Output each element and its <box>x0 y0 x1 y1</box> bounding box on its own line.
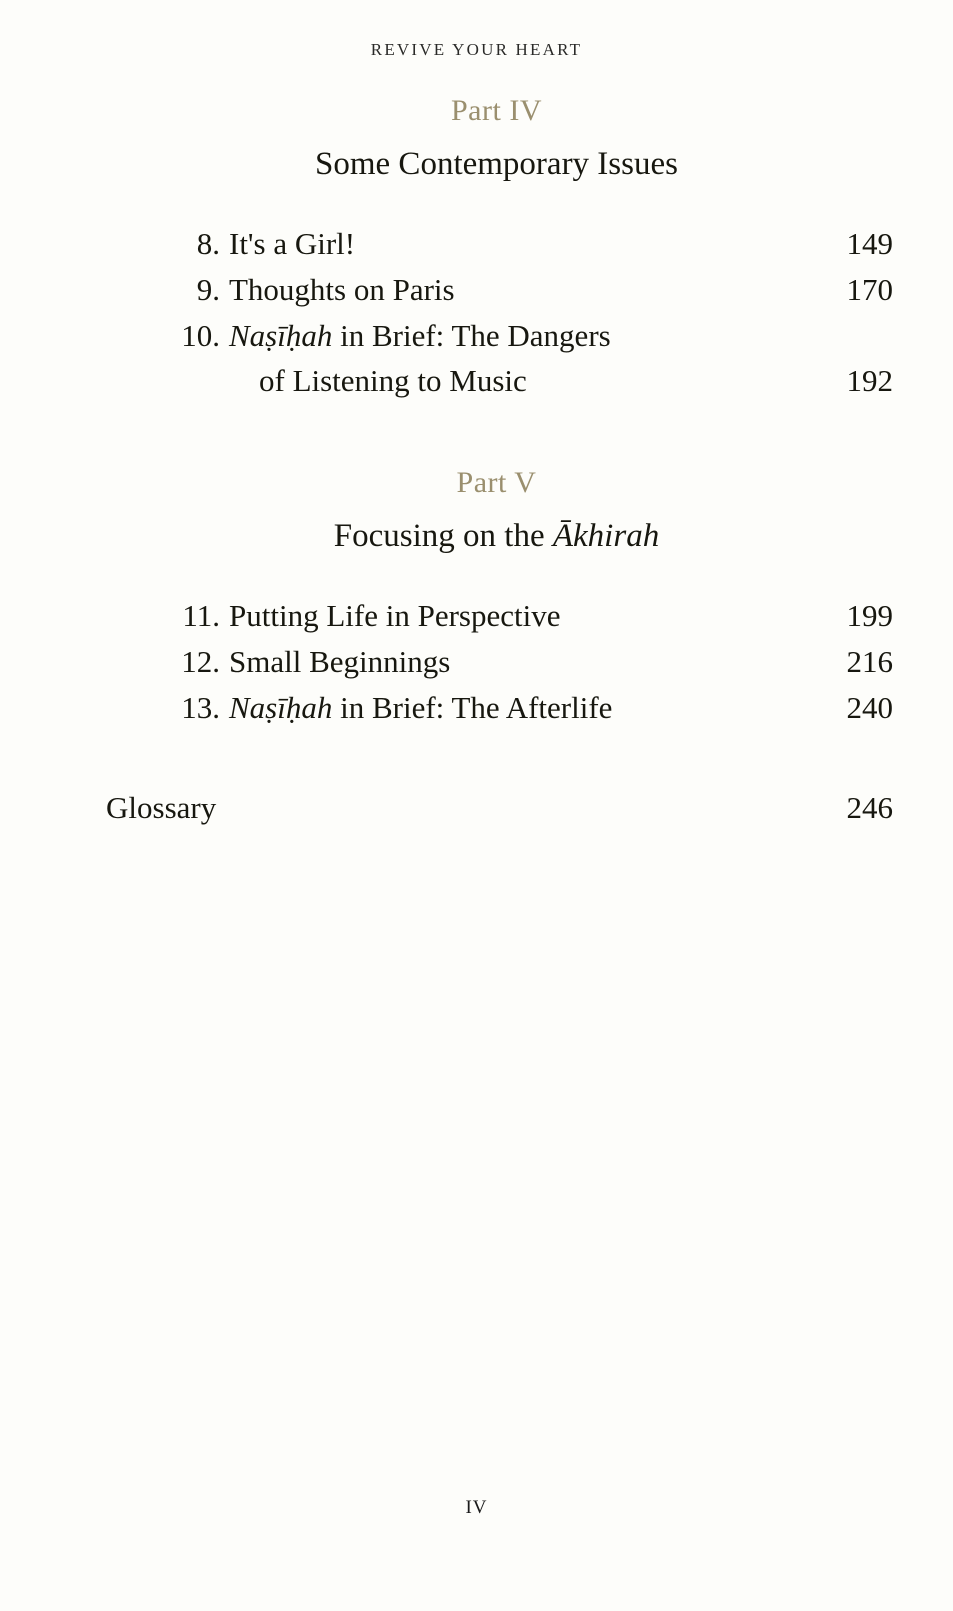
part-label-5: Part V <box>456 466 537 500</box>
toc-entry[interactable] <box>100 267 893 313</box>
toc-entry-page: 199 <box>846 598 893 633</box>
part-title-italic: Ākhirah <box>552 517 660 554</box>
running-head: REVIVE YOUR HEART <box>370 40 583 59</box>
toc-entry-page: 170 <box>846 271 893 307</box>
part-heading-4 <box>100 92 893 185</box>
toc-entry[interactable] <box>100 593 893 639</box>
toc-entry-page: 216 <box>846 643 893 679</box>
toc-entry-title <box>229 685 823 731</box>
toc-entry-number: 9. <box>196 271 220 307</box>
toc-entry-page: 149 <box>846 225 893 261</box>
toc-entry-page: 240 <box>846 689 893 725</box>
part-title-5 <box>100 516 893 557</box>
part-title-prefix: Focusing on the <box>333 517 553 554</box>
glossary-label: Glossary <box>106 789 217 825</box>
toc-entry[interactable] <box>100 639 893 685</box>
toc-entry-title-rest: in Brief: The Afterlife <box>332 689 613 725</box>
part-label-4: Part IV <box>451 94 542 127</box>
toc-entry-title-rest: in Brief: The Dangers <box>332 317 611 353</box>
toc-entry-title-italic: Naṣīḥah <box>229 689 333 725</box>
toc-entry-number: 8. <box>196 225 220 261</box>
part-heading-5 <box>100 464 893 557</box>
toc-entry-title: Small Beginnings <box>229 643 451 679</box>
toc-entry-title-italic: Naṣīḥah <box>229 317 333 353</box>
toc-entry[interactable] <box>100 313 893 359</box>
toc-entry-glossary[interactable] <box>100 785 893 831</box>
toc-entry-continuation[interactable] <box>100 358 893 404</box>
toc-entry-number: 12. <box>181 643 220 679</box>
toc-entry-page: 192 <box>846 363 893 399</box>
toc-entry-number: 13. <box>181 689 220 725</box>
glossary-page: 246 <box>846 789 893 825</box>
toc-content <box>100 92 893 831</box>
toc-entry-continuation-text: of Listening to Music <box>259 363 527 399</box>
section-spacer <box>100 404 893 464</box>
toc-entry-title: Thoughts on Paris <box>229 271 455 307</box>
part-title-4: Some Contemporary Issues <box>315 145 678 182</box>
page-folio: IV <box>465 1497 488 1518</box>
toc-list-part-4 <box>100 221 893 405</box>
toc-entry[interactable] <box>100 685 893 731</box>
toc-entry-title <box>229 313 823 359</box>
toc-entry-number: 11. <box>182 598 220 633</box>
toc-entry-number: 10. <box>181 317 220 353</box>
toc-entry-title: Putting Life in Perspective <box>229 598 561 633</box>
toc-entry-title: It's a Girl! <box>229 225 356 261</box>
toc-list-part-5 <box>100 593 893 731</box>
toc-entry[interactable] <box>100 221 893 267</box>
